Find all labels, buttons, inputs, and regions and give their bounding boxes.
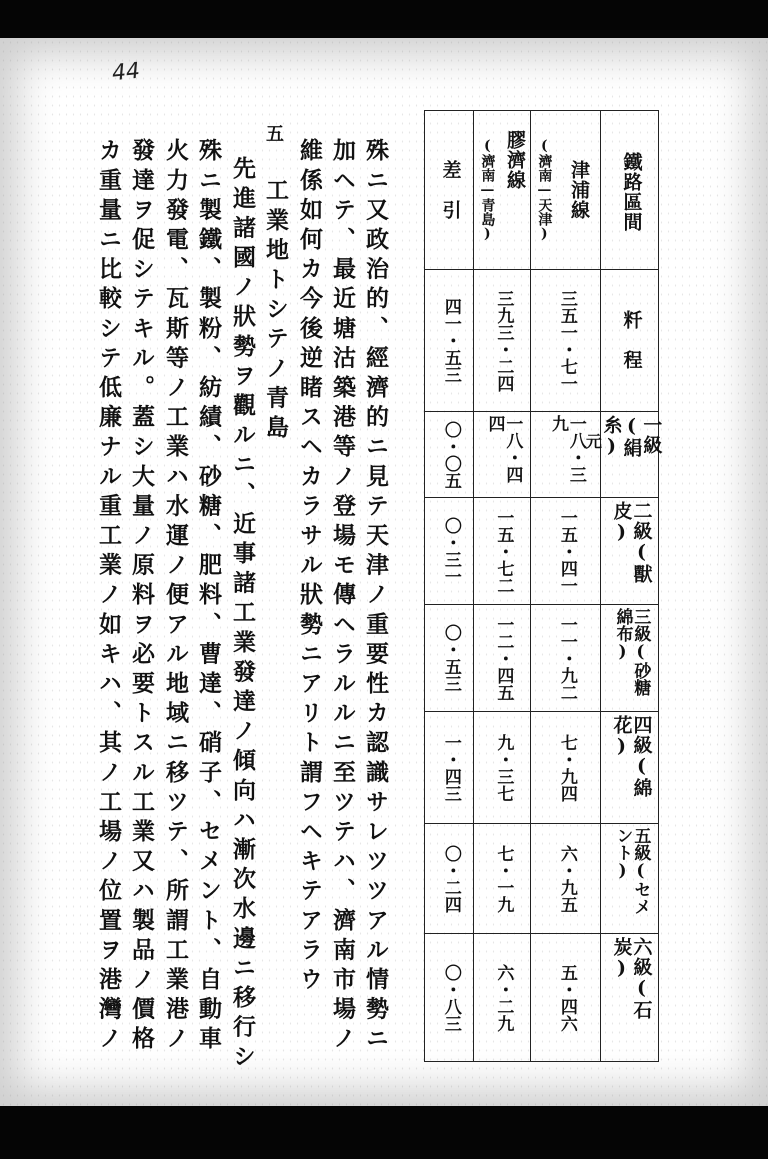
table-header-class-3: 三級(砂糖綿布) <box>612 608 651 696</box>
table-hline <box>425 604 658 605</box>
cell-difference-class-4: 一・四三 <box>440 733 461 802</box>
table-header-class-4: 四級(綿花) <box>610 715 653 798</box>
row-label-jinpu: 津浦線 <box>567 160 590 220</box>
cell-jiaoji-class-2: 一五・七二 <box>493 508 514 594</box>
cell-jiaoji-distance: 三九三・二四 <box>493 289 514 392</box>
row-label-jiaoji: 膠濟線 <box>503 130 526 190</box>
table-hline <box>425 933 658 934</box>
body-text-line-4: 先進諸國ノ狀勢ヲ觀ルニ、近事諸工業發達ノ傾向ハ漸次水邊ニ移行シ <box>229 156 256 1074</box>
cell-jinpu-class-4: 七・九四 <box>556 733 577 802</box>
cell-jinpu-class-5: 六・九五 <box>556 845 577 913</box>
body-text-line-5: 殊ニ製鐵、製粉、紡績、砂糖、肥料、曹達、硝子、セメント、自動車 <box>195 138 222 1056</box>
freight-rate-table <box>424 110 663 1062</box>
cell-difference-class-6: 〇・八三 <box>440 964 461 1032</box>
cell-difference-class-5: 〇・二四 <box>440 845 461 913</box>
row-sublabel-jinpu: (濟南—天津) <box>536 138 553 242</box>
table-vline <box>473 111 474 1061</box>
currency-unit: 元 <box>583 432 603 450</box>
cell-jinpu-class-1: 一八・三九 <box>548 415 586 483</box>
cell-jinpu-distance: 三五一・七一 <box>556 289 577 392</box>
page-number: 44 <box>110 58 142 87</box>
table-hline <box>425 411 658 412</box>
cell-difference-distance: 四一・五三 <box>440 298 461 383</box>
table-header-route: 鐵路區間 <box>620 152 643 232</box>
cell-jinpu-class-3: 一一・九二 <box>556 615 577 701</box>
body-text-line-7: 發達ヲ促シテキル。蓋シ大量ノ原料ヲ必要トスル工業又ハ製品ノ價格 <box>128 138 155 1056</box>
body-text-line-6: 火力發電、瓦斯等ノ工業ハ水運ノ便アル地域ニ移ツテ、所謂工業港ノ <box>162 138 189 1056</box>
table-header-class-5: 五級(セメント) <box>612 827 651 915</box>
cell-difference-class-3: 〇・五三 <box>440 624 461 692</box>
body-text-line-1: 殊ニ又政治的、經濟的ニ見テ天津ノ重要性カ認識サレツツアル情勢ニ <box>362 138 389 1056</box>
row-label-difference: 差 引 <box>439 160 462 220</box>
document-page <box>0 38 768 1106</box>
cell-jinpu-class-6: 五・四六 <box>556 964 577 1032</box>
table-hline <box>425 497 658 498</box>
cell-jiaoji-class-5: 七・一九 <box>493 845 514 913</box>
cell-jiaoji-class-4: 九・三七 <box>493 733 514 802</box>
body-text-line-3: 維係如何カ今後逆睹スヘカラサル狀勢ニアリト謂フヘキテアラウ <box>296 138 323 997</box>
row-sublabel-jiaoji: (濟南—青島) <box>479 138 496 242</box>
cell-jiaoji-class-6: 六・二九 <box>493 964 514 1032</box>
table-header-class-1: 一級(絹糸) <box>600 415 663 458</box>
table-hline <box>425 269 658 270</box>
cell-jiaoji-class-3: 一二・四五 <box>493 615 514 701</box>
cell-jinpu-class-2: 一五・四一 <box>556 508 577 594</box>
table-hline <box>425 711 658 712</box>
cell-jiaoji-class-1: 一八・四四 <box>484 415 523 483</box>
table-header-class-6: 六級(石炭) <box>610 937 653 1020</box>
body-text-line-8: カ重量ニ比較シテ低廉ナル重工業ノ如キハ、其ノ工場ノ位置ヲ港灣ノ <box>95 138 122 1056</box>
cell-difference-class-1: 〇・〇五 <box>440 421 461 489</box>
cell-difference-class-2: 〇・三一 <box>440 517 461 585</box>
table-header-class-2: 二級(獸皮) <box>610 501 653 584</box>
body-text-line-2: 加ヘテ、最近塘沽築港等ノ登場モ傳ヘラルルニ至ツテハ、濟南市場ノ <box>329 138 356 1056</box>
section-heading: 工業地トシテノ青島 <box>262 178 289 445</box>
table-hline <box>425 823 658 824</box>
table-header-distance: 粁 程 <box>620 310 643 370</box>
section-number: 五 <box>263 124 284 149</box>
